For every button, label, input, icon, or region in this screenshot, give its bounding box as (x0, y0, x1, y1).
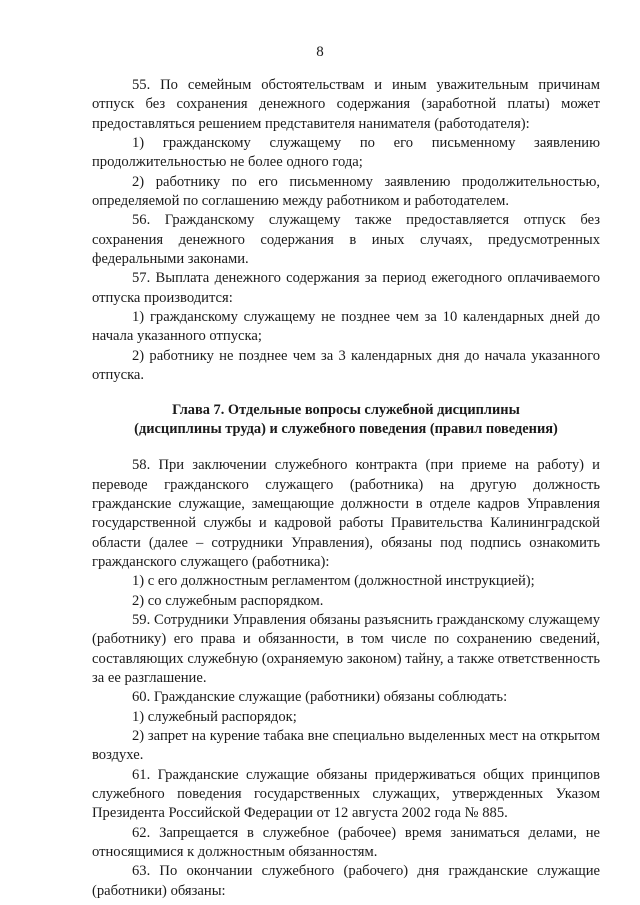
paragraph-55-item-1: 1) гражданскому служащему по его письменному заявлению продолжительностью не более одного года; (92, 135, 600, 171)
paragraph-56: 56. Гражданскому служащему также предоставляется отпуск без сохранения денежного содержания в иных случаях, предусмотренных федеральными законами. (92, 212, 600, 268)
paragraph-58-item-1: 1) с его должностным регламентом (должностной инструкцией); (132, 573, 535, 590)
paragraph-62: 62. Запрещается в служебное (рабочее) время заниматься делами, не относящимися к должностным обязанностям. (92, 824, 600, 861)
paragraph-60-item-2: 2) запрет на курение табака вне специально выделенных мест на открытом воздухе. (92, 728, 600, 764)
page-number: 8 (316, 44, 324, 60)
chapter-heading-line-1: Глава 7. Отдельные вопросы служебной дисциплины (172, 401, 520, 418)
chapter-heading (92, 401, 600, 440)
paragraph-63: 63. По окончании служебного (рабочего) дня гражданские служащие (работники) обязаны: (92, 863, 600, 899)
paragraph-57-item-2: 2) работнику не позднее чем за 3 календарных дня до начала указанного отпуска. (92, 347, 600, 384)
document-body (92, 76, 600, 901)
paragraph-58-item-2: 2) со служебным распорядком. (132, 592, 324, 609)
paragraph-61: 61. Гражданские служащие обязаны придерживаться общих принципов служебного поведения государственных служащих, утвержденных Указом Президента Российской Федерации от 12 августа 2002 года № 885. (92, 766, 600, 822)
paragraph-59: 59. Сотрудники Управления обязаны разъяснить гражданскому служащему (работнику) его права и обязанности, в том числе по сохранению сведений, составляющих служебную (охраняемую законом) тайну, а также ответственность за ее разглашение. (92, 611, 600, 686)
paragraph-58: 58. При заключении служебного контракта (при приеме на работу) и переводе гражданского служащего (работника) на другую должность гражданские служащие, замещающие должности в отделе кадров Управления государственной службы и кадровой работы Правительства Калининградской области (далее – сотрудники Управления), обязаны под подпись ознакомить гражданского служащего (работника): (92, 457, 600, 570)
paragraph-57: 57. Выплата денежного содержания за период ежегодного оплачиваемого отпуска производится: (92, 270, 600, 306)
paragraph-55: 55. По семейным обстоятельствам и иным уважительным причинам отпуск без сохранения денежного содержания (заработной платы) может предоставляться решением представителя нанимателя (работодателя): (92, 77, 600, 132)
paragraph-55-item-2: 2) работнику по его письменному заявлению продолжительностью, определяемой по соглашению между работником и работодателем. (92, 173, 600, 210)
paragraph-57-item-1: 1) гражданскому служащему не позднее чем за 10 календарных дней до начала указанного отпуска; (92, 309, 600, 345)
chapter-heading-line-2: (дисциплины труда) и служебного поведения (правил поведения) (134, 420, 558, 437)
paragraph-60: 60. Гражданские служащие (работники) обязаны соблюдать: (132, 689, 508, 706)
paragraph-60-item-1: 1) служебный распорядок; (132, 708, 297, 725)
